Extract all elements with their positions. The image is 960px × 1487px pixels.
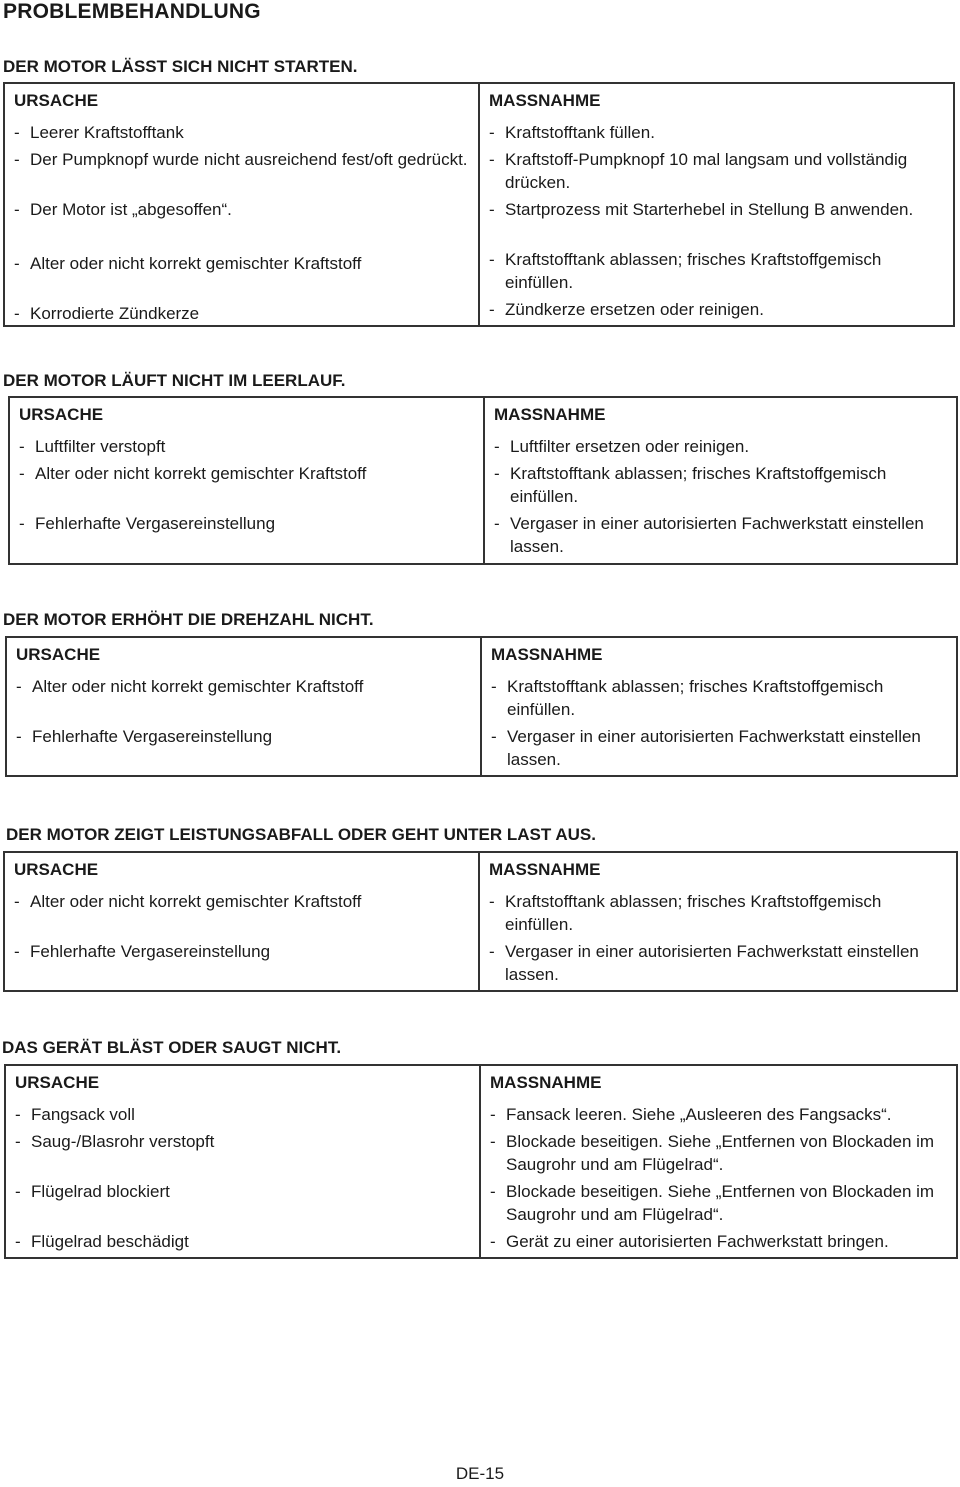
action-item: - Fansack leeren. Siehe „Ausleeren des Fangsacks“. — [490, 1105, 892, 1124]
section-heading: DER MOTOR LÄSST SICH NICHT STARTEN. — [3, 57, 358, 76]
action-item: - Kraftstoff-Pumpknopf 10 mal langsam und vollständig drücken. — [489, 150, 908, 192]
cause-item: - Saug-/Blasrohr verstopft — [15, 1132, 215, 1151]
action-item: - Startprozess mit Starterhebel in Stellung B anwenden. — [489, 200, 914, 219]
action-header: MASSNAHME — [490, 1073, 602, 1092]
action-column — [480, 853, 956, 990]
troubleshooting-table — [8, 396, 958, 565]
action-item: - Kraftstofftank füllen. — [489, 123, 655, 142]
action-item: - Luftfilter ersetzen oder reinigen. — [494, 437, 750, 456]
action-item: - Vergaser in einer autorisierten Fachwerkstatt einstellen lassen. — [491, 727, 921, 769]
action-item: - Zündkerze ersetzen oder reinigen. — [489, 300, 764, 319]
action-item: - Kraftstofftank ablassen; frisches Kraftstoffgemisch einfüllen. — [489, 250, 882, 292]
cause-column — [6, 1066, 481, 1257]
cause-item: - Alter oder nicht korrekt gemischter Kraftstoff — [19, 464, 367, 483]
action-item: - Vergaser in einer autorisierten Fachwerkstatt einstellen lassen. — [489, 942, 919, 984]
action-item: - Vergaser in einer autorisierten Fachwerkstatt einstellen lassen. — [494, 514, 924, 556]
action-header: MASSNAHME — [489, 860, 601, 879]
page-number: DE-15 — [455, 1464, 505, 1483]
cause-item: - Fehlerhafte Vergasereinstellung — [14, 942, 271, 961]
action-column — [482, 638, 956, 775]
action-item: - Kraftstofftank ablassen; frisches Kraftstoffgemisch einfüllen. — [491, 677, 884, 719]
troubleshooting-table — [3, 851, 958, 992]
action-header: MASSNAHME — [491, 645, 603, 664]
action-header: MASSNAHME — [489, 91, 601, 110]
cause-header: URSACHE — [14, 91, 99, 110]
cause-header: URSACHE — [14, 860, 99, 879]
cause-item: - Der Motor ist „abgesoffen“. — [14, 200, 232, 219]
cause-header: URSACHE — [19, 405, 104, 424]
section-engine-power-loss — [3, 824, 958, 994]
section-engine-no-rpm-increase — [3, 609, 958, 779]
cause-item: - Korrodierte Zündkerze — [14, 304, 200, 323]
section-no-blow-or-suction — [2, 1037, 958, 1262]
cause-column — [10, 398, 485, 563]
cause-item: - Fehlerhafte Vergasereinstellung — [16, 727, 273, 746]
action-item: - Blockade beseitigen. Siehe „Entfernen von Blockaden im Saugrohr und am Flügelrad“. — [490, 1182, 935, 1224]
page-title: PROBLEMBEHANDLUNG — [3, 0, 261, 23]
action-item: - Kraftstofftank ablassen; frisches Kraftstoffgemisch einfüllen. — [489, 892, 882, 934]
section-engine-not-starting — [3, 55, 955, 330]
action-item: - Gerät zu einer autorisierten Fachwerkstatt bringen. — [490, 1232, 889, 1251]
cause-item: - Fangsack voll — [15, 1105, 135, 1124]
section-engine-not-idling — [3, 370, 958, 568]
action-column — [480, 84, 953, 325]
cause-item: - Alter oder nicht korrekt gemischter Kraftstoff — [14, 254, 362, 273]
cause-column — [5, 84, 480, 325]
section-heading: DER MOTOR ERHÖHT DIE DREHZAHL NICHT. — [3, 610, 374, 629]
cause-item: - Luftfilter verstopft — [19, 437, 166, 456]
cause-item: - Der Pumpknopf wurde nicht ausreichend fest/oft gedrückt. — [14, 150, 468, 169]
action-item: - Kraftstofftank ablassen; frisches Kraftstoffgemisch einfüllen. — [494, 464, 887, 506]
troubleshooting-table — [3, 82, 955, 327]
cause-item: - Flügelrad blockiert — [15, 1182, 170, 1201]
cause-item: - Flügelrad beschädigt — [15, 1232, 189, 1251]
cause-header: URSACHE — [16, 645, 101, 664]
troubleshooting-table — [5, 636, 958, 777]
section-heading: DER MOTOR ZEIGT LEISTUNGSABFALL ODER GEHT UNTER LAST AUS. — [6, 825, 596, 844]
section-heading: DAS GERÄT BLÄST ODER SAUGT NICHT. — [2, 1038, 342, 1057]
cause-header: URSACHE — [15, 1073, 100, 1092]
action-column — [485, 398, 956, 563]
cause-item: - Alter oder nicht korrekt gemischter Kraftstoff — [16, 677, 364, 696]
action-header: MASSNAHME — [494, 405, 606, 424]
cause-column — [5, 853, 480, 990]
cause-item: - Alter oder nicht korrekt gemischter Kraftstoff — [14, 892, 362, 911]
troubleshooting-table — [4, 1064, 958, 1259]
action-column — [481, 1066, 956, 1257]
section-heading: DER MOTOR LÄUFT NICHT IM LEERLAUF. — [3, 371, 346, 390]
cause-item: - Leerer Kraftstofftank — [14, 123, 184, 142]
cause-item: - Fehlerhafte Vergasereinstellung — [19, 514, 276, 533]
action-item: - Blockade beseitigen. Siehe „Entfernen von Blockaden im Saugrohr und am Flügelrad“. — [490, 1132, 935, 1174]
cause-column — [7, 638, 482, 775]
